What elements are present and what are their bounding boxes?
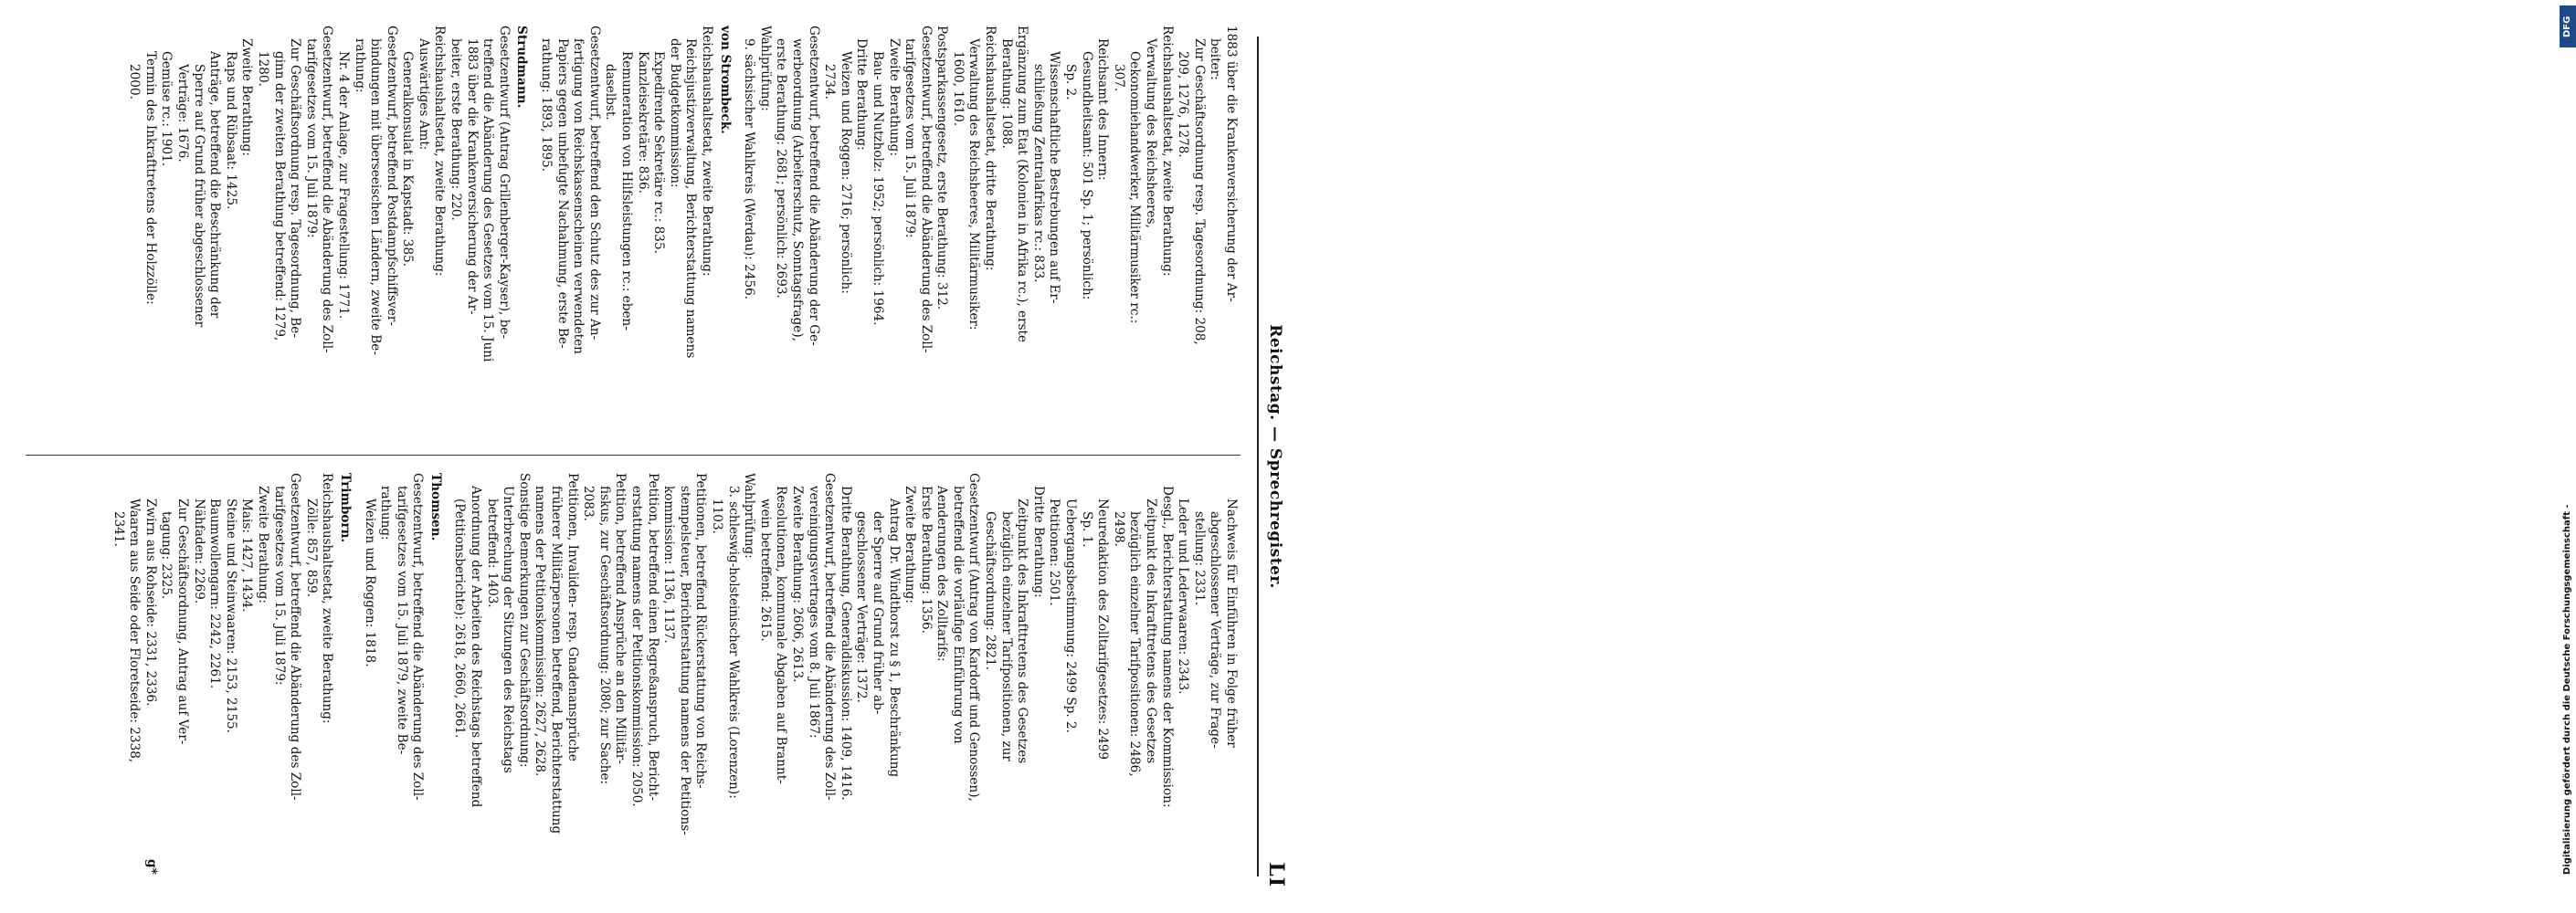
index-entry-line: Petitionen: 2501.: [1047, 498, 1062, 606]
index-entry-line: Gesetzentwurf, betreffend die Abänderung des Zoll-: [320, 26, 335, 353]
index-entry-line: Wahlprüfung:: [742, 473, 757, 559]
index-entry-line: Dritte Berathung:: [1030, 486, 1046, 598]
index-entry-line: Sp. 1.: [1079, 511, 1094, 548]
index-entry-line: 1883 über die Krankenversicherung der Ar-: [1224, 26, 1239, 302]
index-entry-line: tarifgesetzes vom 15. Juli 1879:: [903, 38, 918, 238]
index-entry-line: Dritte Berathung:: [854, 38, 870, 151]
index-entry-line: betreffend die vorläufige Einführung von: [950, 486, 966, 744]
index-entry-line: 2000.: [127, 64, 143, 100]
speaker-name: Trimborn.: [337, 473, 353, 543]
index-entry-line: Zweite Berathung:: [903, 486, 918, 603]
index-entry-line: Verwaltung des Reichsheeres,: [1144, 38, 1159, 228]
index-entry-line: Verwaltung des Reichsheeres, Militärmusiker:: [966, 38, 982, 331]
index-entry-line: Gesetzentwurf, betreffend die Abänderung der Ge-: [806, 26, 821, 346]
index-entry-line: Sp. 2.: [1063, 64, 1079, 100]
index-entry-line: Zur Geschäftsordnung, Antrag auf Ver-: [175, 498, 190, 745]
index-entry-line: stempelsteuer, Berichterstattung namens der Petitions-: [677, 486, 692, 835]
index-entry-line: Baumwollengarn: 2242, 2261.: [207, 498, 223, 689]
index-entry-line: schließung Zentralafrikas rc.: 833.: [1030, 64, 1046, 283]
index-entry-line: Zwirn aus Rohseide: 2331, 2336.: [143, 498, 158, 707]
index-entry-line: betreffend: 1403.: [484, 498, 500, 608]
index-entry-line: 1280.: [255, 51, 270, 87]
index-entry-line: Zweite Berathung:: [886, 38, 902, 156]
index-entry-line: daselbst.: [603, 64, 618, 121]
index-entry-line: Auswärtiges Amt:: [416, 38, 431, 151]
index-entry-line: Anordnung der Arbeiten des Reichstags betreffend: [469, 486, 484, 808]
index-entry-line: Anträge, betreffend die Beschränkung der: [207, 51, 223, 319]
dfg-logo: DFG: [2560, 5, 2576, 47]
index-entry-line: Weizen und Roggen: 2716; persönlich:: [838, 51, 853, 294]
index-entry-line: Sperre auf Grund früher abgeschlossener: [191, 64, 206, 328]
index-entry-line: Nr. 4 der Anlage, zur Fragestellung: 1771.: [335, 51, 351, 320]
index-entry-line: Sonstige Bemerkungen zur Geschäftsordnung:: [516, 473, 532, 768]
index-entry-line: Zweite Berathung:: [239, 38, 255, 156]
index-entry-line: treffend die Abänderung des Gesetzes vom 15. Juni: [480, 38, 496, 362]
digitization-strip: [1272, 0, 2572, 913]
index-entry-line: Unterbrechung der Sitzungen des Reichstags: [501, 486, 516, 773]
index-entry-line: Zweite Berathung: 2606, 2613.: [789, 486, 805, 683]
right-index-column: [110, 473, 1239, 886]
index-entry-line: namens der Petitionskommission: 2627, 2628.: [533, 486, 548, 777]
speaker-name: Strudmann.: [514, 26, 530, 109]
index-entry-line: 9. sächsischer Wahlkreis (Werdau): 2456.: [742, 38, 757, 300]
index-entry-line: Desgl., Berichterstattung namens der Kommission:: [1159, 486, 1175, 808]
index-entry-line: Bau- und Nutzholz: 1952; persönlich: 1964.: [870, 51, 885, 326]
index-entry-line: Ergänzung zum Etat (Kolonien in Afrika rc.), erste: [1015, 26, 1030, 343]
index-entry-line: Generalkonsulat in Kapstadt: 385.: [400, 51, 416, 268]
signature-mark: g*: [144, 858, 159, 875]
index-entry-line: tarifgesetzes vom 15. Juli 1879:: [271, 486, 287, 686]
index-entry-line: Petition, betreffend einen Regreßanspruch, Bericht-: [645, 473, 660, 801]
index-entry-line: Zur Geschäftsordnung resp. Tagesordnung: 208,: [1191, 38, 1207, 345]
index-entry-line: vereinigungsvertrages vom 8. Juli 1867:: [806, 486, 821, 739]
index-entry-line: Gesetzentwurf, betreffend Postdampfschiffsver-: [384, 26, 399, 326]
index-entry-line: Reichsamt des Innern:: [1095, 38, 1111, 181]
index-entry-line: Gesetzentwurf, betreffend die Abänderung des Zoll-: [288, 473, 303, 801]
index-entry-line: bezüglich einzelner Tarifpositionen, zur: [998, 511, 1014, 761]
index-entry-line: Reichshaushaltsetat, zweite Berathung:: [320, 473, 335, 724]
index-entry-line: bindungen mit überseeischen Ländern, zweite Be-: [368, 38, 384, 355]
index-entry-line: Geschäftsordnung: 2821.: [983, 511, 998, 670]
header-rule: [1257, 37, 1259, 876]
index-entry-line: Berathung: 1088.: [998, 38, 1014, 149]
index-entry-line: tarifgesetzes vom 15. Juli 1879, zweite Be-: [394, 486, 409, 755]
index-entry-line: 2341.: [111, 511, 126, 547]
index-entry-line: erstattung namens der Petitionskommission: 2050.: [629, 486, 645, 807]
index-entry-line: Zölle: 857, 859.: [303, 498, 319, 598]
index-entry-line: Dritte Berathung, Generaldiskussion: 1409, 1416.: [838, 486, 853, 801]
index-entry-line: tarifgesetzes vom 15. Juli 1879:: [303, 38, 319, 238]
index-entry-line: Aenderungen des Zolltarifs:: [934, 486, 950, 662]
index-entry-line: Mais: 1427, 1434.: [239, 498, 255, 613]
index-entry-line: Neuredaktion des Zolltarifgesetzes: 2499: [1095, 498, 1111, 761]
index-entry-line: Gesetzentwurf (Antrag Grillenberger-Kayser), be-: [496, 26, 512, 340]
index-entry-line: Reichshaushaltsetat, zweite Berathung:: [432, 26, 448, 277]
index-entry-line: rathung:: [352, 38, 367, 93]
column-divider: [26, 455, 1240, 456]
index-entry-line: stellung: 2331.: [1191, 511, 1207, 606]
index-entry-line: Zweite Berathung:: [255, 486, 270, 603]
index-entry-line: Kanzleisekretäre: 836.: [635, 51, 650, 194]
index-entry-line: Reichshaushaltsetat, dritte Berathung:: [983, 26, 998, 271]
index-entry-line: 2083.: [581, 486, 596, 521]
index-entry-line: Gesetzentwurf, betreffend die Abänderung des Zoll-: [822, 473, 838, 801]
index-entry-line: Zeitpunkt des Inkrafttretens des Gesetzes: [1144, 498, 1159, 764]
index-entry-line: Petitionen, Invaliden- resp. Gnadenansprüche: [565, 473, 580, 761]
index-entry-line: Uebergangsbestimmung: 2499 Sp. 2.: [1063, 498, 1079, 733]
index-entry-line: kommission: 1136, 1137.: [661, 486, 677, 644]
index-entry-line: Expedirende Sekretäre rc.: 835.: [651, 51, 667, 254]
index-entry-line: wein betreffend: 2615.: [757, 498, 773, 642]
index-entry-line: 1103.: [710, 498, 724, 534]
index-entry-line: Weizen und Roggen: 1818.: [362, 498, 377, 667]
index-entry-line: Gesundheitsamt: 501 Sp. 1; persönlich:: [1079, 51, 1094, 300]
index-entry-line: Raps und Rübsaat: 1425.: [223, 51, 238, 210]
index-entry-line: rathung:: [378, 486, 394, 540]
index-entry-line: fertigung von Reichskassenscheinen verwendeten: [571, 38, 586, 354]
index-entry-line: Gesetzentwurf, betreffend den Schutz des zur An-: [586, 26, 602, 341]
page-folio: LI: [1264, 862, 1288, 887]
index-entry-line: fiskus, zur Geschäftsordnung: 2080; zur Sache:: [596, 486, 612, 785]
index-entry-line: Nähfaden: 2269.: [191, 498, 206, 604]
index-entry-line: Reichsjustizverwaltung, Berichterstattung namens: [683, 38, 699, 359]
index-entry-line: Verträge: 1676.: [175, 64, 190, 163]
index-entry-line: bezüglich einzelner Tarifpositionen: 2486,: [1127, 511, 1143, 777]
index-entry-line: (Petitionsberichte): 2618, 2660, 2661.: [452, 498, 468, 739]
index-entry-line: Wahlprüfung:: [757, 26, 773, 111]
index-entry-line: Petition, betreffend Ansprüche an den Militär-: [613, 473, 628, 764]
index-entry-line: 2734.: [822, 64, 838, 100]
index-entry-line: rathung: 1893, 1895.: [539, 38, 554, 173]
index-entry-line: der Budgetkommission:: [667, 38, 682, 188]
index-entry-line: tagung: 2325.: [159, 511, 174, 600]
index-entry-line: 1600, 1610.: [950, 51, 966, 127]
index-entry-line: 3. schleswig-holsteinischer Wahlkreis (Lorenzen):: [725, 486, 741, 799]
index-entry-line: Remuneration von Hilfsleistungen rc.: eben-: [619, 51, 635, 331]
index-entry-line: beiter, erste Berathung: 220.: [449, 38, 464, 221]
index-entry-line: Petitionen, betreffend Rückerstattung von Reichs-: [693, 473, 709, 789]
index-entry-line: Wissenschaftliche Bestrebungen auf Er-: [1047, 51, 1062, 304]
index-entry-line: Papiers gegen unbefugte Nachahmung, erste Be-: [554, 38, 570, 349]
index-entry-line: geschlossener Verträge: 1372.: [854, 511, 870, 703]
index-entry-line: Postsparkassengesetz, erste Berathung: 312.: [934, 26, 950, 310]
index-entry-line: Reichshaushaltsetat, zweite Berathung:: [700, 26, 714, 277]
index-entry-line: Antrag Dr. Windthorst zu § 1, Beschränkung: [886, 498, 902, 778]
index-entry-line: Gemüse rc.: 1901.: [159, 51, 174, 167]
index-entry-line: Resolutionen, kommunale Abgaben auf Brannt-: [774, 486, 789, 784]
index-entry-line: Gesetzentwurf, betreffend die Abänderung des Zoll-: [918, 26, 934, 353]
index-entry-line: Steine und Steinwaaren: 2153, 2155.: [223, 498, 238, 733]
index-entry-line: abgeschlossener Verträge, zur Frage-: [1208, 511, 1223, 749]
speaker-name: von Strombeck.: [717, 26, 733, 134]
digitization-note: Digitalisierung gefördert durch die Deutsche Forschungsgemeinschaft -: [2562, 504, 2572, 875]
index-entry-line: 209, 1276, 1278.: [1176, 51, 1191, 158]
index-entry-line: Reichshaushaltsetat, zweite Berathung:: [1159, 26, 1175, 277]
index-entry-line: Gesetzentwurf (Antrag von Kardorff und Genossen),: [966, 473, 982, 802]
index-entry-line: Erste Berathung: 1356.: [918, 486, 934, 635]
index-entry-line: Oekonomiehandwerker, Militärmusiker rc.:: [1127, 51, 1143, 324]
index-entry-line: beiter:: [1208, 38, 1223, 80]
index-entry-line: Termin des Inkrafttretens der Holzzölle:: [143, 51, 158, 305]
index-entry-line: 1883 über die Krankenversicherung der Ar-: [464, 38, 480, 315]
index-entry-line: früherer Militärpersonen betreffend, Berichterstattung: [549, 486, 565, 834]
index-entry-line: Nachweis für Einführen in Folge früher: [1224, 498, 1239, 748]
index-entry-line: Waaren aus Seide oder Floretseide: 2338,: [127, 498, 143, 763]
index-entry-line: 307.: [1111, 64, 1126, 92]
index-entry-line: 2498.: [1111, 511, 1126, 547]
index-entry-line: ginn der zweiten Berathung betreffend: 1279,: [271, 51, 287, 341]
speaker-name: Thomsen.: [428, 473, 443, 541]
index-entry-line: Zur Geschäftsordnung resp. Tagesordnung, Be-: [288, 38, 303, 338]
index-entry-line: Zeitpunkt des Inkrafttretens des Gesetzes: [1015, 498, 1030, 764]
index-entry-line: der Sperre auf Grund früher ab-: [870, 511, 885, 715]
index-entry-line: Gesetzentwurf, betreffend die Abänderung des Zoll-: [410, 473, 426, 801]
running-head-title: Reichstag. — Sprechregister.: [1266, 324, 1284, 589]
left-index-column: [126, 26, 1239, 438]
index-entry-line: werbeordnung (Arbeiterschutz, Sonntagsfrage),: [789, 38, 805, 341]
index-entry-line: Leder und Lederwaaren: 2343.: [1176, 498, 1191, 695]
index-entry-line: erste Berathung: 2681; persönlich: 2693.: [774, 38, 789, 299]
